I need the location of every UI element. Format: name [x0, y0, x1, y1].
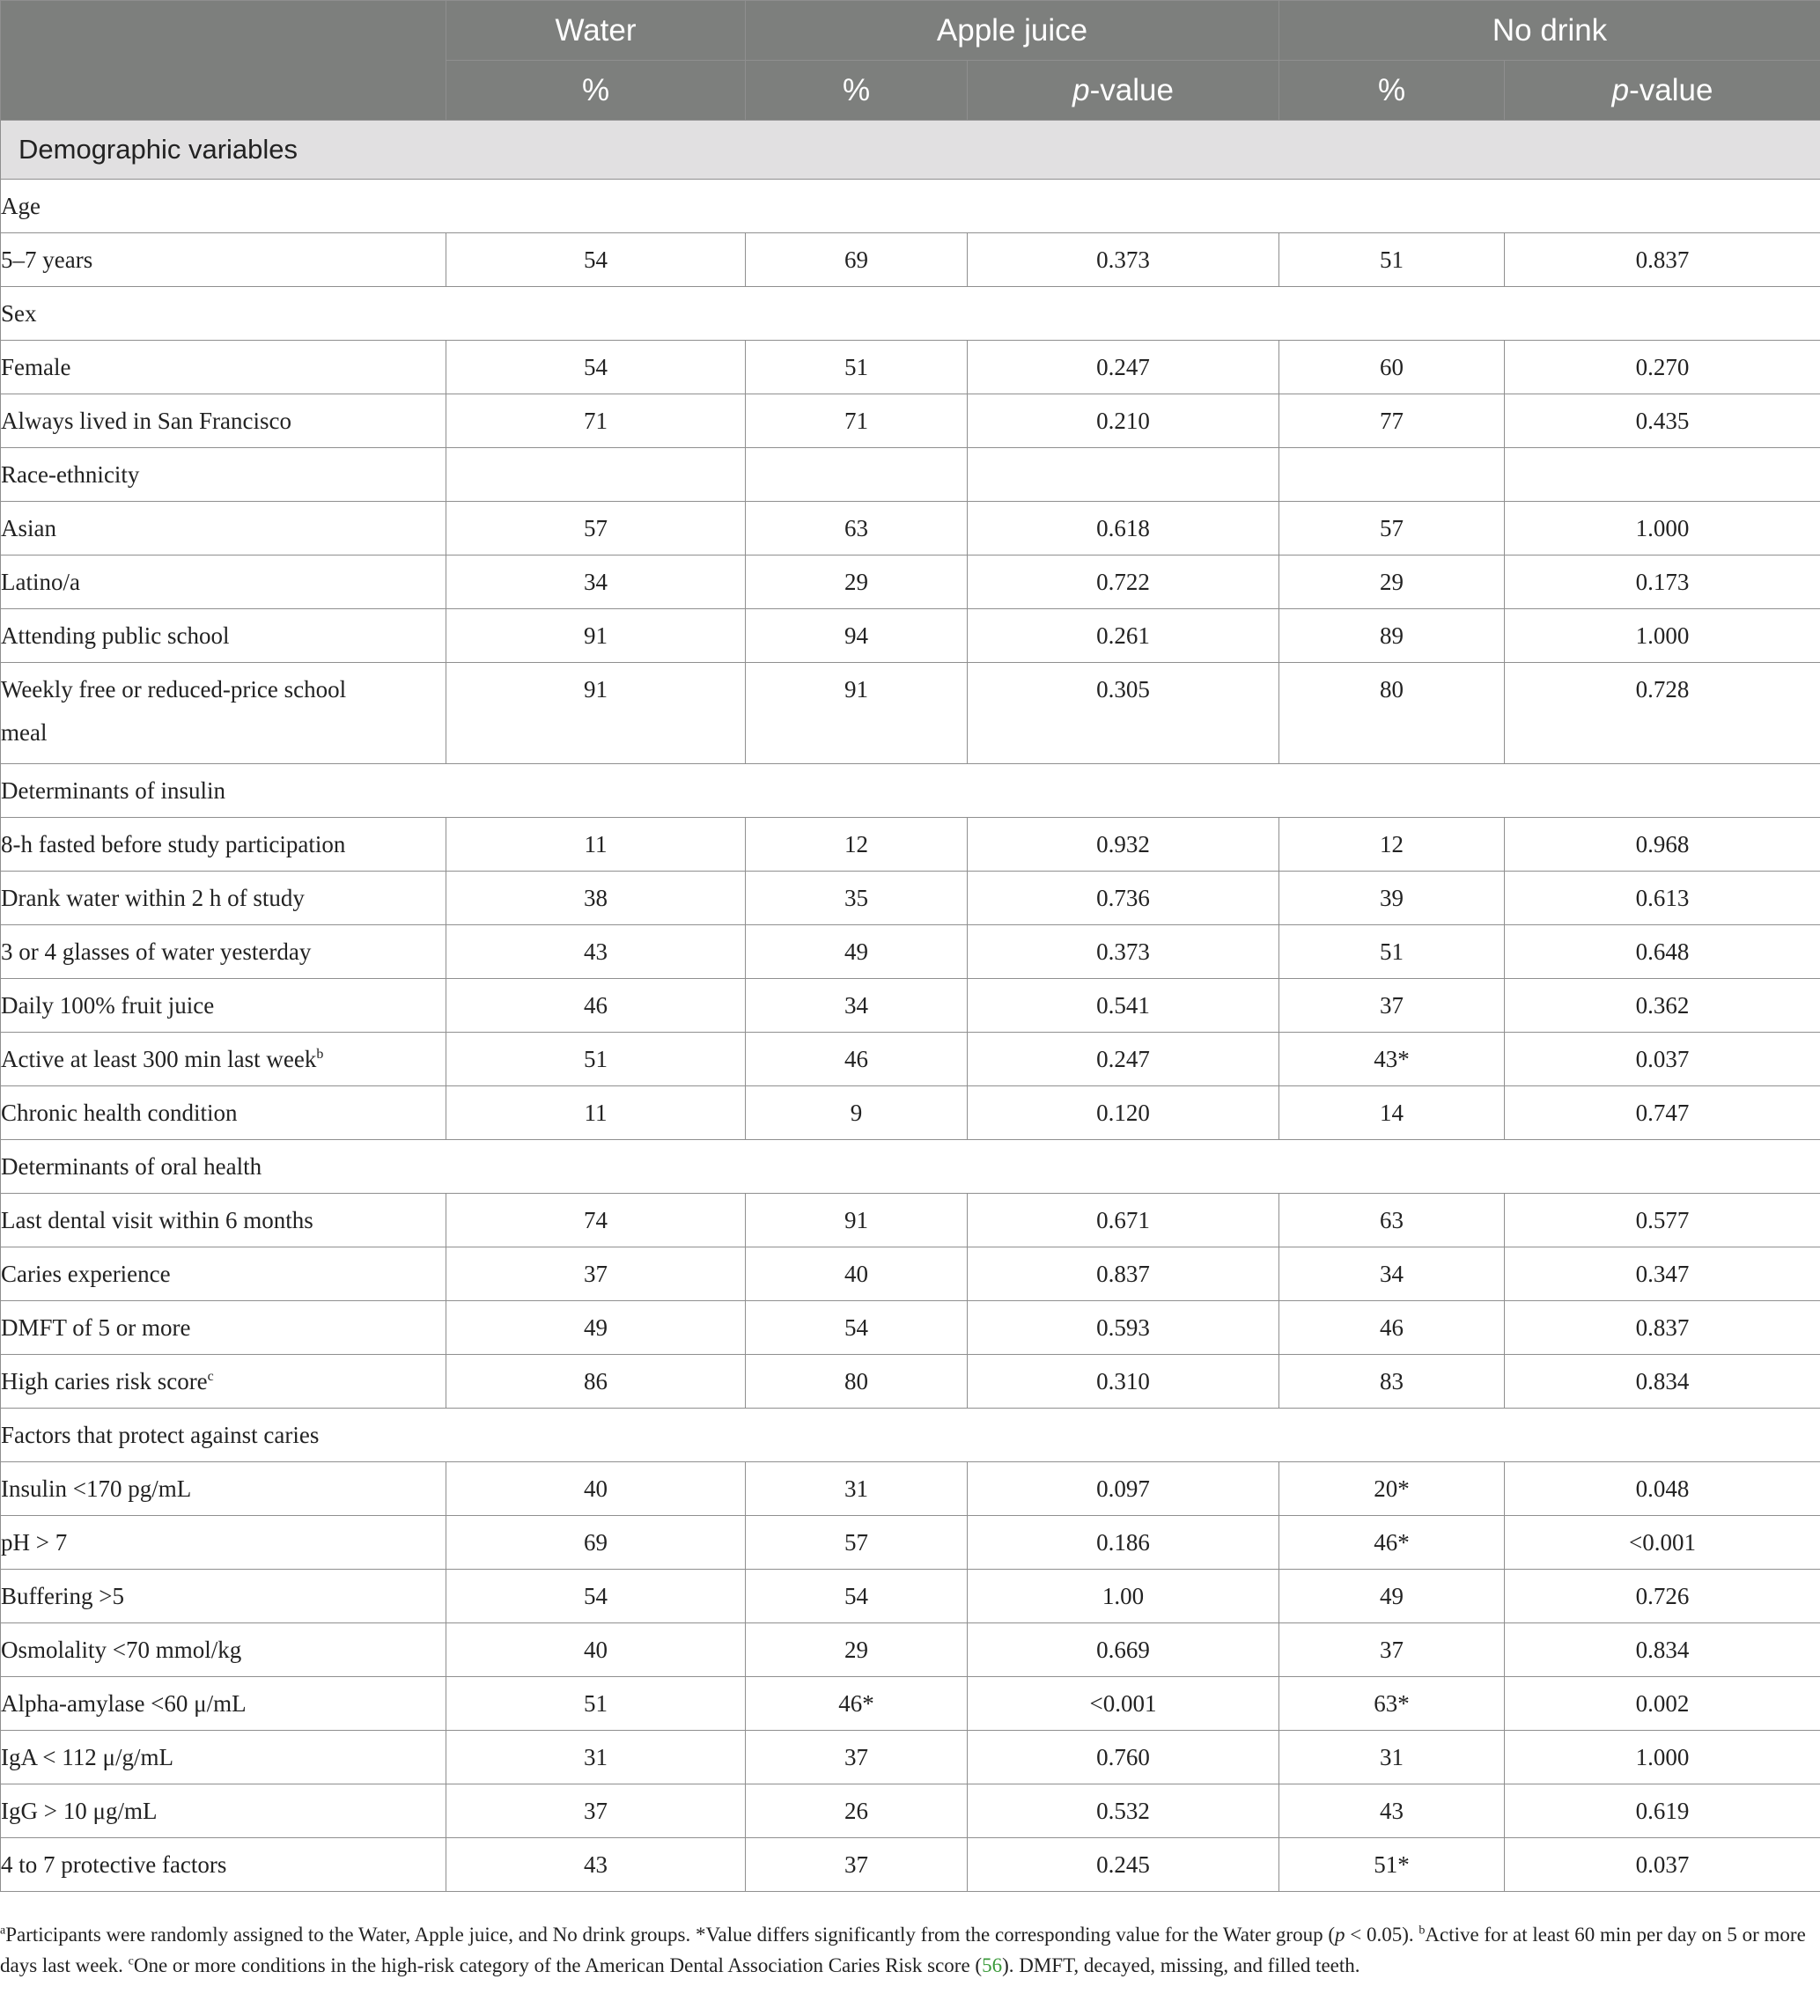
table-row: [1, 609, 1820, 663]
table-cell: 86: [446, 1355, 746, 1409]
row-label: Attending public school: [1, 609, 446, 663]
table-cell: 0.837: [1505, 1301, 1820, 1355]
table-cell: 0.373: [968, 925, 1279, 979]
table-cell: 43: [446, 1838, 746, 1892]
table-cell: 0.760: [968, 1731, 1279, 1784]
table-cell: 57: [1279, 502, 1505, 556]
table-row: [1, 1623, 1820, 1677]
table-cell: 91: [746, 1194, 968, 1247]
table-cell: 34: [446, 556, 746, 609]
table-row: [1, 925, 1820, 979]
table-cell: 63: [1279, 1194, 1505, 1247]
table-cell: 46: [1279, 1301, 1505, 1355]
table-cell: 40: [446, 1623, 746, 1677]
header-water: Water: [446, 1, 746, 61]
row-label: Weekly free or reduced-price school meal: [1, 663, 446, 764]
table-row: [1, 1355, 1820, 1409]
group-row: [1, 1409, 1820, 1462]
group-row: [1, 180, 1820, 233]
table-cell: 0.747: [1505, 1086, 1820, 1140]
section-header: [1, 121, 1820, 180]
table-cell: 29: [1279, 556, 1505, 609]
table-cell: 43: [446, 925, 746, 979]
table-cell: 0.435: [1505, 394, 1820, 448]
table-cell: [968, 448, 1279, 502]
table-cell: 1.000: [1505, 1731, 1820, 1784]
table-cell: 31: [446, 1731, 746, 1784]
header-pct: %: [1279, 61, 1505, 121]
row-label: Determinants of insulin: [1, 764, 1820, 818]
table-cell: 0.261: [968, 609, 1279, 663]
row-label: Drank water within 2 h of study: [1, 872, 446, 925]
table-cell: 0.362: [1505, 979, 1820, 1033]
row-label: Asian: [1, 502, 446, 556]
section-title: Demographic variables: [1, 121, 1820, 180]
table-row: [1, 1677, 1820, 1731]
table-cell: 83: [1279, 1355, 1505, 1409]
table-cell: 51: [446, 1677, 746, 1731]
table-cell: 1.000: [1505, 609, 1820, 663]
row-label: Female: [1, 341, 446, 394]
table-row: [1, 1086, 1820, 1140]
row-label: Race-ethnicity: [1, 448, 446, 502]
table-cell: 31: [1279, 1731, 1505, 1784]
table-cell: 51*: [1279, 1838, 1505, 1892]
table-cell: 38: [446, 872, 746, 925]
table-cell: 35: [746, 872, 968, 925]
table-cell: 0.728: [1505, 663, 1820, 764]
table-cell: 1.000: [1505, 502, 1820, 556]
row-label: Latino/a: [1, 556, 446, 609]
header-p-value: p-value: [1505, 61, 1820, 121]
table-cell: 37: [1279, 979, 1505, 1033]
table-cell: 0.834: [1505, 1623, 1820, 1677]
table-row: [1, 502, 1820, 556]
table-row: [1, 341, 1820, 394]
table-row: [1, 1570, 1820, 1623]
row-label: Caries experience: [1, 1247, 446, 1301]
table-cell: 91: [446, 663, 746, 764]
table-row: [1, 394, 1820, 448]
table-cell: 29: [746, 556, 968, 609]
table-cell: 54: [446, 1570, 746, 1623]
table-cell: 11: [446, 818, 746, 872]
table-cell: 0.834: [1505, 1355, 1820, 1409]
table-cell: 0.532: [968, 1784, 1279, 1838]
row-label: Determinants of oral health: [1, 1140, 1820, 1194]
table-cell: 0.097: [968, 1462, 1279, 1516]
table-cell: 46: [446, 979, 746, 1033]
table-cell: 89: [1279, 609, 1505, 663]
table-cell: 0.173: [1505, 556, 1820, 609]
table-row: [1, 1838, 1820, 1892]
table-row: [1, 1033, 1820, 1086]
row-label: Sex: [1, 287, 1820, 341]
table-cell: 77: [1279, 394, 1505, 448]
table-cell: 49: [1279, 1570, 1505, 1623]
table-cell: 0.722: [968, 556, 1279, 609]
table-cell: 69: [746, 233, 968, 287]
table-cell: 0.577: [1505, 1194, 1820, 1247]
header-pct: %: [446, 61, 746, 121]
table-row: [1, 663, 1820, 764]
table-cell: 34: [746, 979, 968, 1033]
header-blank: [1, 1, 446, 121]
row-label: Last dental visit within 6 months: [1, 1194, 446, 1247]
table-cell: 0.037: [1505, 1838, 1820, 1892]
table-cell: 9: [746, 1086, 968, 1140]
table-cell: 51: [746, 341, 968, 394]
row-label: Active at least 300 min last week$^b$: [1, 1033, 446, 1086]
table-cell: 80: [746, 1355, 968, 1409]
group-row: [1, 764, 1820, 818]
row-label: High caries risk score$^c$: [1, 1355, 446, 1409]
table-cell: 0.593: [968, 1301, 1279, 1355]
table-cell: 37: [746, 1731, 968, 1784]
table-cell: 60: [1279, 341, 1505, 394]
table-cell: <0.001: [1505, 1516, 1820, 1570]
row-label: DMFT of 5 or more: [1, 1301, 446, 1355]
table-cell: 11: [446, 1086, 746, 1140]
table-cell: 54: [446, 233, 746, 287]
table-cell: 0.247: [968, 1033, 1279, 1086]
table-row: [1, 1731, 1820, 1784]
table-cell: 0.618: [968, 502, 1279, 556]
table-cell: 0.736: [968, 872, 1279, 925]
table-cell: 0.048: [1505, 1462, 1820, 1516]
group-row: [1, 1140, 1820, 1194]
table-row: [1, 1516, 1820, 1570]
table-cell: 46*: [1279, 1516, 1505, 1570]
table-cell: 0.247: [968, 341, 1279, 394]
table-cell: 71: [746, 394, 968, 448]
table-cell: 0.671: [968, 1194, 1279, 1247]
table-cell: 63*: [1279, 1677, 1505, 1731]
table-row: [1, 233, 1820, 287]
group-row: [1, 287, 1820, 341]
row-label: 8-h fasted before study participation: [1, 818, 446, 872]
table-row: [1, 1784, 1820, 1838]
row-label: Buffering >5: [1, 1570, 446, 1623]
table-row: [1, 1301, 1820, 1355]
table-cell: 29: [746, 1623, 968, 1677]
table-cell: [446, 448, 746, 502]
table-cell: 43: [1279, 1784, 1505, 1838]
table-cell: 0.968: [1505, 818, 1820, 872]
table-row: [1, 1194, 1820, 1247]
table-cell: 0.619: [1505, 1784, 1820, 1838]
table-cell: 0.669: [968, 1623, 1279, 1677]
table-cell: 0.726: [1505, 1570, 1820, 1623]
row-label: Chronic health condition: [1, 1086, 446, 1140]
row-label: pH > 7: [1, 1516, 446, 1570]
table-cell: 14: [1279, 1086, 1505, 1140]
row-label: Alpha-amylase <60 μ/mL: [1, 1677, 446, 1731]
header-row-groups: [1, 1, 1820, 61]
table-cell: <0.001: [968, 1677, 1279, 1731]
table-cell: 51: [446, 1033, 746, 1086]
header-pct: %: [746, 61, 968, 121]
table-cell: 37: [1279, 1623, 1505, 1677]
table-cell: [746, 448, 968, 502]
table-cell: 40: [446, 1462, 746, 1516]
table-cell: [1505, 448, 1820, 502]
table-cell: 54: [446, 341, 746, 394]
table-row: [1, 556, 1820, 609]
table-cell: 0.037: [1505, 1033, 1820, 1086]
table-row: [1, 979, 1820, 1033]
table-cell: 0.120: [968, 1086, 1279, 1140]
row-label: 3 or 4 glasses of water yesterday: [1, 925, 446, 979]
row-label: IgG > 10 μg/mL: [1, 1784, 446, 1838]
table-cell: 80: [1279, 663, 1505, 764]
table-cell: 49: [746, 925, 968, 979]
group-row: [1, 448, 1820, 502]
table-cell: 0.310: [968, 1355, 1279, 1409]
row-label: IgA < 112 μ/g/mL: [1, 1731, 446, 1784]
table-cell: 0.837: [1505, 233, 1820, 287]
table-cell: 20*: [1279, 1462, 1505, 1516]
table-cell: 46: [746, 1033, 968, 1086]
table-row: [1, 1462, 1820, 1516]
table-row: [1, 872, 1820, 925]
table-row: [1, 1247, 1820, 1301]
table-footnote: $^a$Participants were randomly assigned to the Water, Apple juice, and No drink groups. *Value differs significantly from the corresponding value for the Water group (p < 0.05). $^b$Active for at least 60 min per day on 5 or more days last week. $^c$One or more conditions in the high-risk category of the American Dental Association Caries Risk score (56). DMFT, decayed, missing, and filled teeth.: [0, 1924, 1806, 1976]
table-cell: 0.002: [1505, 1677, 1820, 1731]
table-cell: 0.932: [968, 818, 1279, 872]
table-cell: 0.270: [1505, 341, 1820, 394]
table-cell: 69: [446, 1516, 746, 1570]
table-cell: 74: [446, 1194, 746, 1247]
table-cell: 0.305: [968, 663, 1279, 764]
table-cell: 51: [1279, 925, 1505, 979]
table-cell: 0.648: [1505, 925, 1820, 979]
table-cell: 94: [746, 609, 968, 663]
table-cell: 0.186: [968, 1516, 1279, 1570]
table-cell: 39: [1279, 872, 1505, 925]
table-cell: 43*: [1279, 1033, 1505, 1086]
table-cell: 0.245: [968, 1838, 1279, 1892]
header-p-value: p-value: [968, 61, 1279, 121]
row-label: Osmolality <70 mmol/kg: [1, 1623, 446, 1677]
table-cell: 0.373: [968, 233, 1279, 287]
table-cell: 0.347: [1505, 1247, 1820, 1301]
row-label: 5–7 years: [1, 233, 446, 287]
table-cell: 1.00: [968, 1570, 1279, 1623]
table-cell: 37: [446, 1247, 746, 1301]
table-cell: 31: [746, 1462, 968, 1516]
header-apple-juice: Apple juice: [746, 1, 1279, 61]
row-label: 4 to 7 protective factors: [1, 1838, 446, 1892]
table-cell: 0.541: [968, 979, 1279, 1033]
table-cell: 54: [746, 1570, 968, 1623]
table-cell: 26: [746, 1784, 968, 1838]
table-cell: 0.210: [968, 394, 1279, 448]
table-cell: 12: [1279, 818, 1505, 872]
table-cell: 0.613: [1505, 872, 1820, 925]
header-no-drink: No drink: [1279, 1, 1820, 61]
row-label: Factors that protect against caries: [1, 1409, 1820, 1462]
row-label: Daily 100% fruit juice: [1, 979, 446, 1033]
table-cell: 37: [746, 1838, 968, 1892]
row-label: Always lived in San Francisco: [1, 394, 446, 448]
table-cell: [1279, 448, 1505, 502]
row-label: Age: [1, 180, 1820, 233]
table-cell: 49: [446, 1301, 746, 1355]
table-cell: 51: [1279, 233, 1505, 287]
table-row: [1, 818, 1820, 872]
table-cell: 91: [446, 609, 746, 663]
table-cell: 91: [746, 663, 968, 764]
table-cell: 40: [746, 1247, 968, 1301]
table-cell: 71: [446, 394, 746, 448]
table-cell: 57: [446, 502, 746, 556]
reference-link[interactable]: 56: [982, 1954, 1003, 1976]
row-label: Insulin <170 pg/mL: [1, 1462, 446, 1516]
table-cell: 37: [446, 1784, 746, 1838]
table-cell: 12: [746, 818, 968, 872]
table-cell: 63: [746, 502, 968, 556]
table-cell: 54: [746, 1301, 968, 1355]
table-cell: 46*: [746, 1677, 968, 1731]
table-cell: 57: [746, 1516, 968, 1570]
table-cell: 0.837: [968, 1247, 1279, 1301]
table-cell: 34: [1279, 1247, 1505, 1301]
